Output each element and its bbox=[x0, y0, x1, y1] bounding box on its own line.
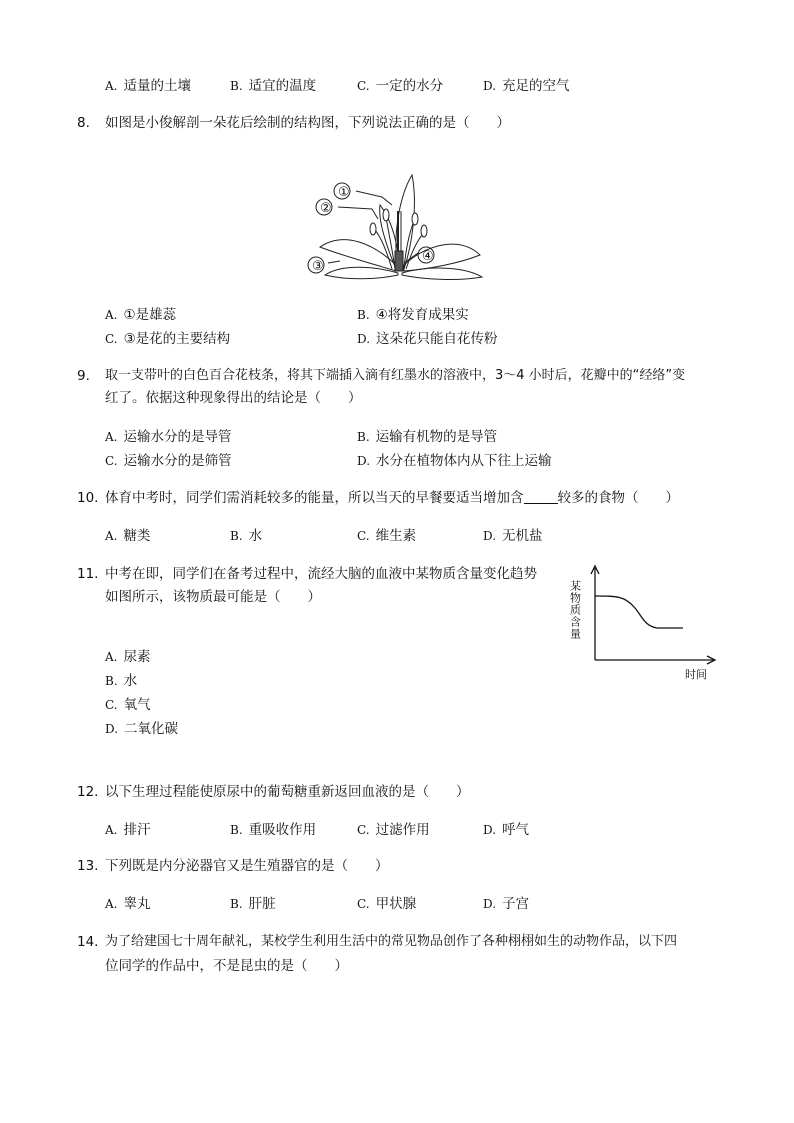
q13-number: 13. bbox=[77, 858, 99, 874]
q9-stem-line1: 取一支带叶的白色百合花枝条，将其下端插入滴有红墨水的溶液中，3～4 小时后，花瓣中的“经络”变 bbox=[105, 368, 686, 383]
label-1: ① bbox=[338, 185, 350, 200]
q14-stem-line2: 位同学的作品中，不是昆虫的是（ ） bbox=[105, 958, 348, 974]
q11-option-d: D. 二氧化碳 bbox=[105, 721, 179, 737]
x-axis-label: 时间 bbox=[685, 668, 707, 681]
q9-option-a: A. 运输水分的是导管 bbox=[105, 429, 232, 445]
q11-stem-line1: 中考在即，同学们在备考过程中，流经大脑的血液中某物质含量变化趋势 bbox=[105, 566, 537, 582]
q8-option-b: B. ④将发育成果实 bbox=[357, 307, 469, 323]
q12-number: 12. bbox=[77, 784, 99, 800]
petal-right bbox=[404, 244, 480, 271]
q8-option-c: C. ③是花的主要结构 bbox=[105, 331, 231, 347]
q14-number: 14. bbox=[77, 934, 99, 950]
q10-option-a: A. 糖类 bbox=[105, 528, 151, 544]
q10-option-b: B. 水 bbox=[230, 528, 263, 544]
q10-stem: 体育中考时，同学们需消耗较多的能量，所以当天的早餐要适当增加含 较多的食物（ ） bbox=[105, 490, 679, 506]
petal-left-low bbox=[325, 267, 398, 279]
q11-option-a: A. 尿素 bbox=[105, 649, 151, 665]
q13-option-a: A. 睾丸 bbox=[105, 896, 151, 912]
q10-option-d: D. 无机盐 bbox=[483, 528, 543, 544]
q9-option-c: C. 运输水分的是筛管 bbox=[105, 453, 232, 469]
q8-option-d: D. 这朵花只能自花传粉 bbox=[357, 331, 498, 347]
label-2: ② bbox=[320, 201, 332, 216]
q7-option-b: B. 适宜的温度 bbox=[230, 78, 317, 94]
q13-stem: 下列既是内分泌器官又是生殖器官的是（ ） bbox=[105, 858, 389, 874]
trend-curve bbox=[595, 596, 683, 628]
q13-option-c: C. 甲状腺 bbox=[357, 896, 417, 912]
fill-in-blank bbox=[524, 489, 558, 504]
q9-option-b: B. 运输有机物的是导管 bbox=[357, 429, 498, 445]
q13-option-d: D. 子宫 bbox=[483, 896, 530, 912]
trend-graph bbox=[565, 562, 725, 684]
q8-stem: 如图是小俊解剖一朵花后绘制的结构图，下列说法正确的是（ ） bbox=[105, 115, 510, 131]
q9-option-d: D. 水分在植物体内从下往上运输 bbox=[357, 453, 552, 469]
q7-option-d: D. 充足的空气 bbox=[483, 78, 570, 94]
petal-right-low bbox=[402, 268, 482, 279]
q11-option-c: C. 氧气 bbox=[105, 697, 151, 713]
q10-number: 10. bbox=[77, 490, 99, 506]
q12-option-d: D. 呼气 bbox=[483, 822, 530, 838]
q9-stem-line2: 红了。依据这种现象得出的结论是（ ） bbox=[105, 390, 362, 406]
q12-option-c: C. 过滤作用 bbox=[357, 822, 430, 838]
q9-number: 9. bbox=[77, 368, 90, 384]
label-3: ③ bbox=[312, 259, 324, 274]
q13-option-b: B. 肝脏 bbox=[230, 896, 276, 912]
q7-option-a: A. 适量的土壤 bbox=[105, 78, 191, 94]
q7-option-c: C. 一定的水分 bbox=[357, 78, 444, 94]
q11-number: 11. bbox=[77, 566, 99, 582]
q11-stem-line2: 如图所示，该物质最可能是（ ） bbox=[105, 589, 321, 605]
label-4: ④ bbox=[422, 249, 434, 264]
flower-diagram bbox=[300, 165, 500, 291]
q10-option-c: C. 维生素 bbox=[357, 528, 417, 544]
petal-left bbox=[320, 240, 396, 271]
q11-option-b: B. 水 bbox=[105, 673, 138, 689]
q12-stem: 以下生理过程能使原尿中的葡萄糖重新返回血液的是（ ） bbox=[105, 784, 470, 800]
q8-number: 8. bbox=[77, 115, 90, 131]
q14-stem-line1: 为了给建国七十周年献礼，某校学生利用生活中的常见物品创作了各种栩栩如生的动物作品，以下四 bbox=[105, 934, 678, 949]
q12-option-a: A. 排汗 bbox=[105, 822, 151, 838]
q12-option-b: B. 重吸收作用 bbox=[230, 822, 317, 838]
q8-option-a: A. ①是雄蕊 bbox=[105, 307, 177, 323]
y-axis-label: 某物质含量 bbox=[568, 580, 582, 640]
